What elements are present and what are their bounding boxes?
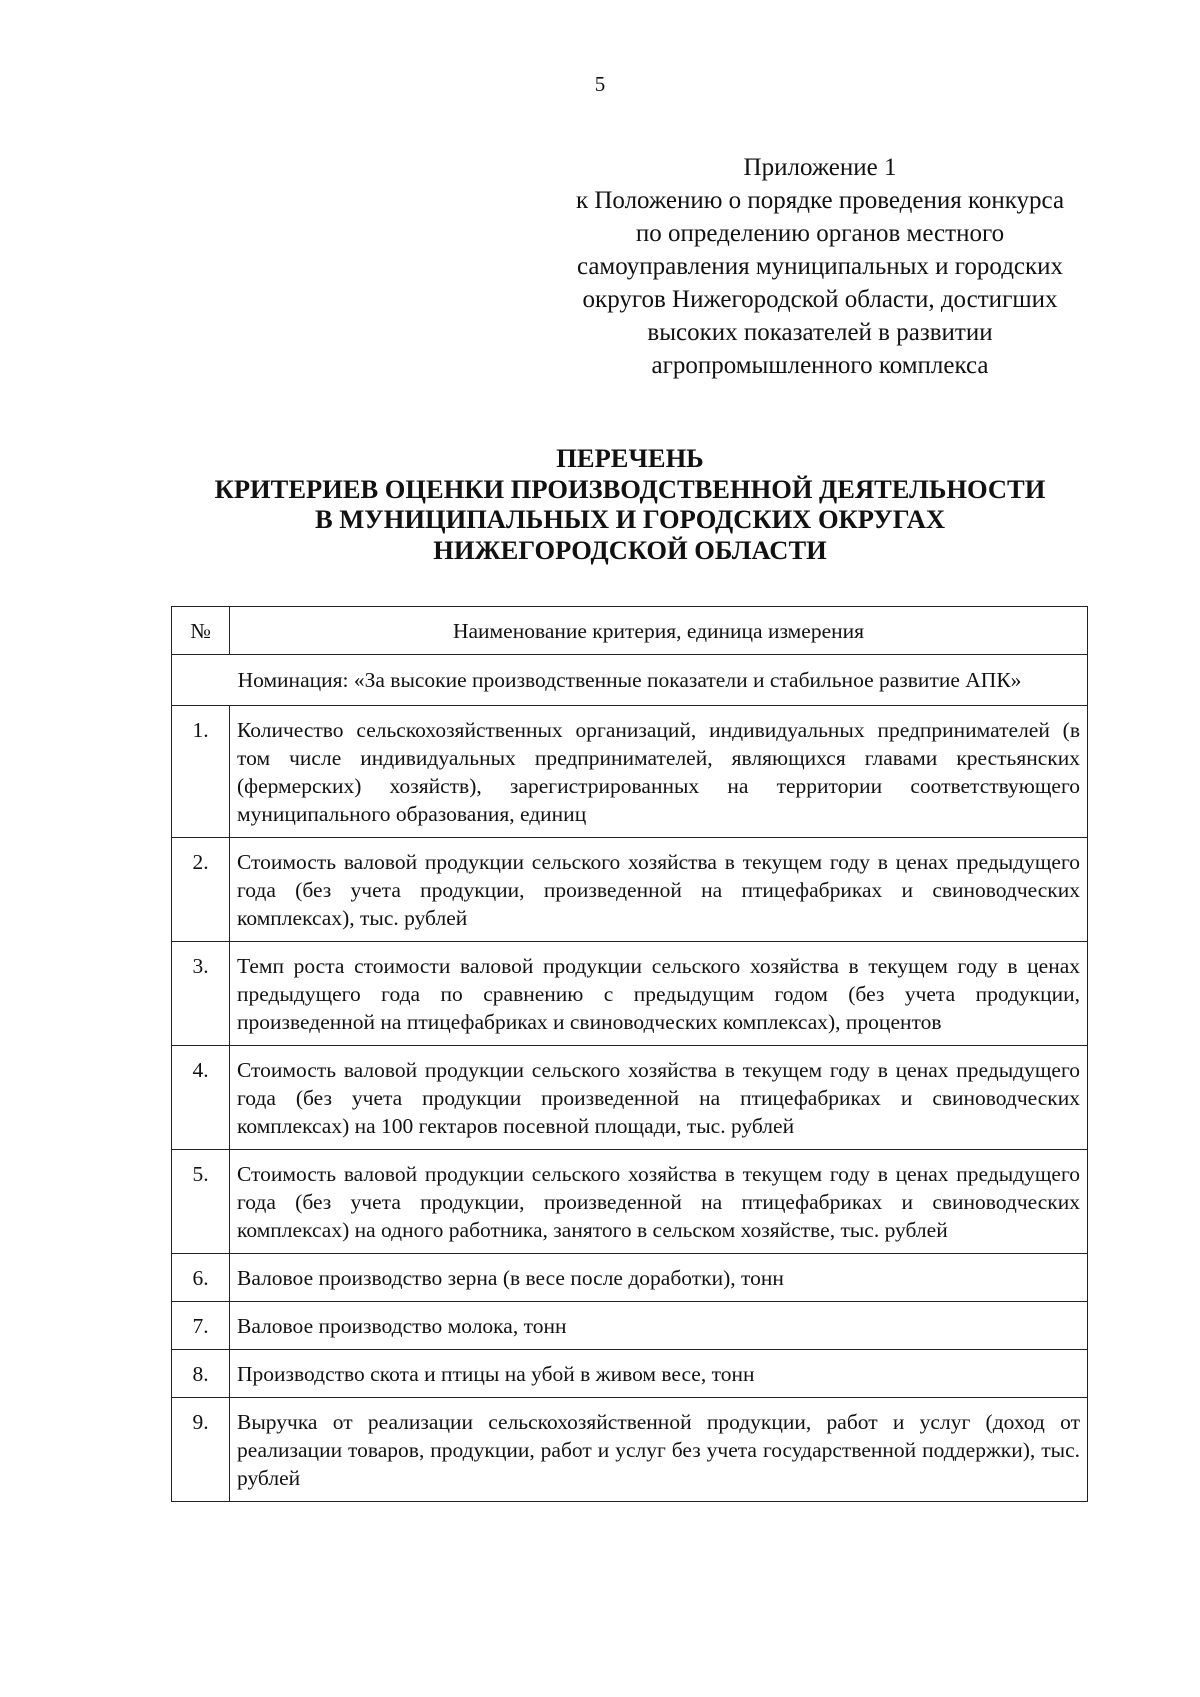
table-row [172, 1150, 1088, 1254]
nomination-text: Номинация: «За высокие производственные показатели и стабильное развитие АПК» [172, 655, 1088, 706]
appendix-line: по определению органов местного [635, 220, 1005, 247]
appendix-line: к Положению о порядке проведения конкурса [575, 187, 1065, 214]
row-criterion: Валовое производство зерна (в весе после доработки), тонн [230, 1254, 1088, 1302]
table-row [172, 1254, 1088, 1302]
title-line: ПЕРЕЧЕНЬ [556, 443, 704, 473]
table-header-row [172, 607, 1088, 655]
row-criterion: Стоимость валовой продукции сельского хозяйства в текущем году в ценах предыдущего года (без учета продукции произведенной на птицефабриках и свиноводческих комплексах) на 100 гектаров посевной площади, тыс. рублей [230, 1046, 1088, 1150]
row-criterion: Стоимость валовой продукции сельского хозяйства в текущем году в ценах предыдущего года (без учета продукции, произведенной на птицефабриках и свиноводческих комплексах) на одного работника, занятого в сельском хозяйстве, тыс. рублей [230, 1150, 1088, 1254]
page-number: 5 [594, 72, 606, 96]
appendix-line: округов Нижегородской области, достигших [582, 286, 1058, 313]
row-number: 4. [172, 1046, 230, 1150]
row-number: 1. [172, 706, 230, 838]
row-criterion: Валовое производство молока, тонн [230, 1302, 1088, 1350]
header-name: Наименование критерия, единица измерения [230, 607, 1088, 655]
nomination-row [172, 655, 1088, 706]
appendix-header [540, 151, 1100, 382]
table-row [172, 838, 1088, 942]
table-row [172, 1302, 1088, 1350]
table-row [172, 706, 1088, 838]
table-row [172, 1046, 1088, 1150]
criteria-table [171, 606, 1088, 1502]
header-number: № [172, 607, 230, 655]
row-number: 9. [172, 1398, 230, 1502]
row-number: 8. [172, 1350, 230, 1398]
appendix-line: агропромышленного комплекса [651, 352, 989, 379]
row-number: 6. [172, 1254, 230, 1302]
row-number: 7. [172, 1302, 230, 1350]
row-number: 3. [172, 942, 230, 1046]
title-line: НИЖЕГОРОДСКОЙ ОБЛАСТИ [433, 534, 827, 565]
title-line: В МУНИЦИПАЛЬНЫХ И ГОРОДСКИХ ОКРУГАХ [314, 504, 945, 534]
title-line: КРИТЕРИЕВ ОЦЕНКИ ПРОИЗВОДСТВЕННОЙ ДЕЯТЕЛЬНОСТИ [214, 473, 1046, 504]
table-row [172, 1398, 1088, 1502]
table-row [172, 1350, 1088, 1398]
table-row [172, 942, 1088, 1046]
row-number: 2. [172, 838, 230, 942]
row-criterion: Выручка от реализации сельскохозяйственной продукции, работ и услуг (доход от реализации товаров, продукции, работ и услуг без учета государственной поддержки), тыс. рублей [230, 1398, 1088, 1502]
row-criterion: Темп роста стоимости валовой продукции сельского хозяйства в текущем году в ценах предыдущего года по сравнению с предыдущим годом (без учета продукции, произведенной на птицефабриках и свиноводческих комплексах), процентов [230, 942, 1088, 1046]
row-number: 5. [172, 1150, 230, 1254]
row-criterion: Количество сельскохозяйственных организаций, индивидуальных предпринимателей (в том числе индивидуальных предпринимателей, являющихся главами крестьянских (фермерских) хозяйств), зарегистрированных на территории соответствующего муниципального образования, единиц [230, 706, 1088, 838]
appendix-line: Приложение 1 [743, 154, 897, 181]
row-criterion: Стоимость валовой продукции сельского хозяйства в текущем году в ценах предыдущего года (без учета продукции, произведенной на птицефабриках и свиноводческих комплексах), тыс. рублей [230, 838, 1088, 942]
appendix-line: высоких показателей в развитии [647, 319, 993, 346]
row-criterion: Производство скота и птицы на убой в живом весе, тонн [230, 1350, 1088, 1398]
document-title [130, 443, 1130, 565]
appendix-line: самоуправления муниципальных и городских [576, 253, 1064, 280]
